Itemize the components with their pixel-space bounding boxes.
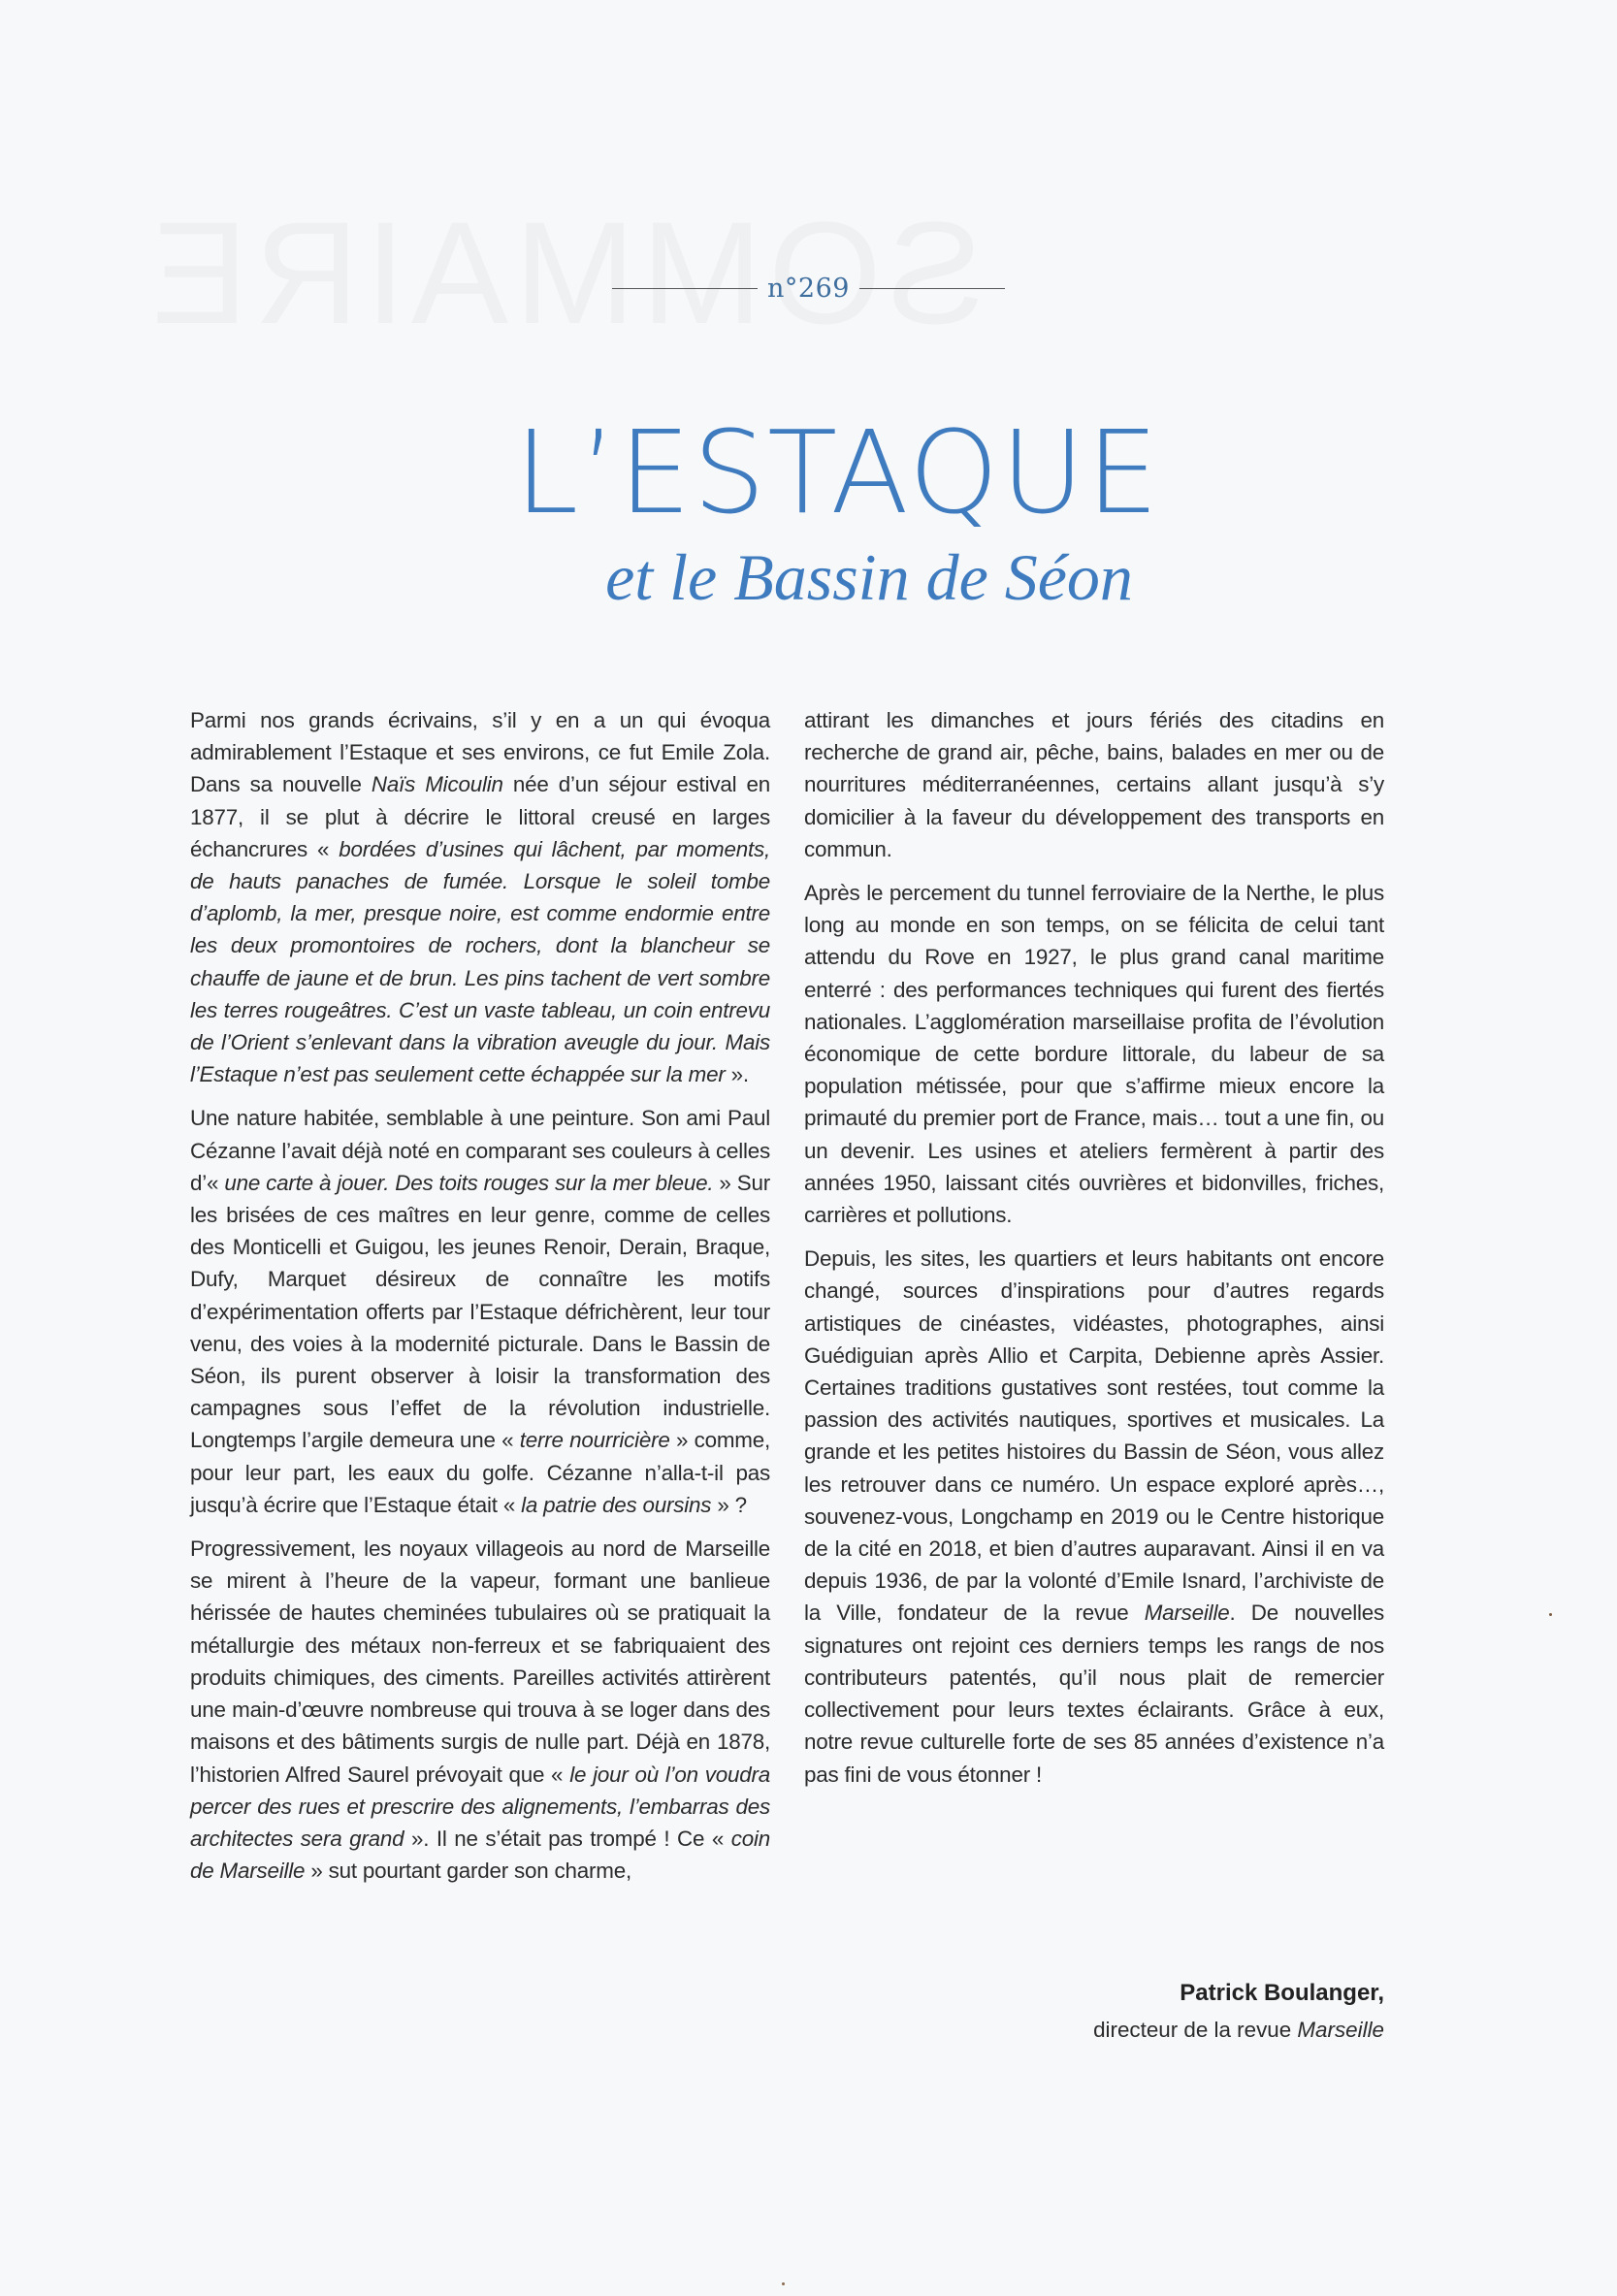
editorial-column-left: [190, 704, 770, 1898]
paragraph: [804, 877, 1384, 1231]
text-run: Une nature habitée, semblable à une peinture. Son ami Paul Cézanne l’avait déjà noté en comparant ses couleurs à celles d’«: [190, 1106, 770, 1195]
scan-speck: [782, 2282, 785, 2285]
right-divider-rule: [859, 288, 1005, 289]
text-run: » comme, pour leur part, les eaux du golfe. Cézanne n’alla-t-il pas jusqu’à écrire que l’Estaque était «: [190, 1428, 771, 1517]
paragraph: [190, 1102, 770, 1521]
paragraph: [190, 1533, 770, 1887]
author-name: Patrick Boulanger,: [1180, 1980, 1384, 2006]
text-run: . De nouvelles signatures ont rejoint ces derniers temps les rangs de nos contributeurs patentés, qu’il nous plait de remercier collectivement pour leurs textes éclairants. Grâce à eux, notre revue culturelle forte de ses 85 années d’existence n’a pas fini de vous étonner !: [804, 1601, 1385, 1787]
text-run: » sut pourtant garder son charme,: [305, 1859, 632, 1884]
signature-block: [1093, 1977, 1384, 2047]
italic-text-run: une carte à jouer. Des toits rouges sur la mer bleue.: [224, 1170, 714, 1195]
paragraph: [190, 704, 770, 1090]
italic-text-run: Marseille: [1144, 1601, 1230, 1626]
text-run: attirant les dimanches et jours fériés des citadins en recherche de grand air, pêche, bains, balades en mer ou de nourritures méditerranéennes, certains allant jusqu’à s’y domicilier à la faveur du développement des transports en commun.: [804, 708, 1384, 861]
page-subtitle: et le Bassin de Séon: [605, 540, 1133, 614]
text-run: Depuis, les sites, les quartiers et leurs habitants ont encore changé, sources d’inspirations pour d’autres regards artistiques de cinéastes, vidéastes, photographes, ainsi Guédiguian après Allio et Carpita, Debienne après Assier. Certaines traditions gustatives sont restées, tout comme la passion des activités nautiques, sportives et musicales. La grande et les petites histoires du Bassin de Séon, vous allez les retrouver dans ce numéro. Un espace exploré après…, souvenez-vous, Longchamp en 2019 ou le Centre historique de la cité en 2018, et bien d’autres auparavant. Ainsi il en va depuis 1936, de par la volonté d’Emile Isnard, l’archiviste de la Ville, fondateur de la revue: [804, 1246, 1384, 1626]
text-run: Après le percement du tunnel ferroviaire de la Nerthe, le plus long au monde en son temps, on se félicita de celui tant attendu du Rove en 1927, le plus grand canal maritime enterré : des performances techniques qui furent des fiertés nationales. L’agglomération marseillaise profita de l’évolution économique de cette bordure littorale, du labeur de sa population métissée, pour que s’affirme mieux encore la primauté du premier port de France, mais… tout a une fin, ou un devenir. Les usines et ateliers fermèrent à partir des années 1950, laissant cités ouvrières et bidonvilles, friches, carrières et pollutions.: [804, 881, 1384, 1228]
publication-name: Marseille: [1297, 2018, 1384, 2042]
author-role: [1093, 2014, 1384, 2047]
text-run: » ?: [711, 1492, 747, 1517]
paragraph: [804, 704, 1384, 865]
italic-text-run: la patrie des oursins: [521, 1492, 712, 1517]
text-run: Parmi nos grands écrivains, s’il y en a un qui évoqua admirablement l’Estaque et ses environs, ce fut Emile Zola. Dans sa nouvelle: [190, 708, 770, 797]
text-run: Progressivement, les noyaux villageois au nord de Marseille se mirent à l’heure de la vapeur, formant une banlieue hérissée de hautes cheminées tubulaires où se pratiquait la métallurgie des métaux non-ferreux et se fabriquaient des produits chimiques, des ciments. Pareilles activités attirèrent une main-d’œuvre nombreuse qui trouva à se loger dans des maisons et des bâtiments surgis de nulle part. Déjà en 1878, l’historien Alfred Saurel prévoyait que «: [190, 1536, 770, 1787]
italic-text-run: bordées d’usines qui lâchent, par moments, de hauts panaches de fumée. Lorsque le soleil tombe d’aplomb, la mer, presque noire, est comme endormie entre les deux promontoires de rochers, dont la blancheur se chauffe de jaune et de brun. Les pins tachent de vert sombre les terres rougeâtres. C’est un vaste tableau, un coin entrevu de l’Orient s’enlevant dans la vibration aveugle du jour. Mais l’Estaque n’est pas seulement cette échappée sur la mer: [190, 836, 770, 1087]
italic-text-run: terre nourricière: [519, 1428, 670, 1453]
scan-speck: [1549, 1613, 1552, 1616]
author-role-prefix: directeur de la revue: [1093, 2018, 1298, 2042]
text-run: née d’un séjour estival en 1877, il se plut à décrire le littoral creusé en larges échancrures «: [190, 772, 770, 861]
editorial-column-right: [804, 704, 1384, 1802]
issue-number-header: [0, 274, 1617, 304]
issue-number: n°269: [767, 274, 850, 304]
text-run: » Sur les brisées de ces maîtres en leur genre, comme de celles des Monticelli et Guigou, les jeunes Renoir, Derain, Braque, Dufy, Marquet désireux de connaître les motifs d’expérimentation offerts par l’Estaque défrichèrent, leur tour venu, des voies à la modernité picturale. Dans le Bassin de Séon, ils purent observer à loisir la transformation des campagnes sous l’effet de la révolution industrielle. Longtemps l’argile demeura une «: [190, 1170, 770, 1453]
italic-text-run: coin de Marseille: [190, 1826, 770, 1884]
left-divider-rule: [612, 288, 758, 289]
text-run: ».: [725, 1062, 749, 1087]
italic-text-run: le jour où l’on voudra percer des rues et prescrire des alignements, l’embarras des architectes sera grand: [190, 1762, 771, 1851]
paragraph: [804, 1243, 1384, 1790]
italic-text-run: Naïs Micoulin: [371, 772, 503, 797]
page-title: L’ESTAQUE: [514, 405, 1161, 539]
text-run: ». Il ne s’était pas trompé ! Ce «: [404, 1826, 731, 1851]
